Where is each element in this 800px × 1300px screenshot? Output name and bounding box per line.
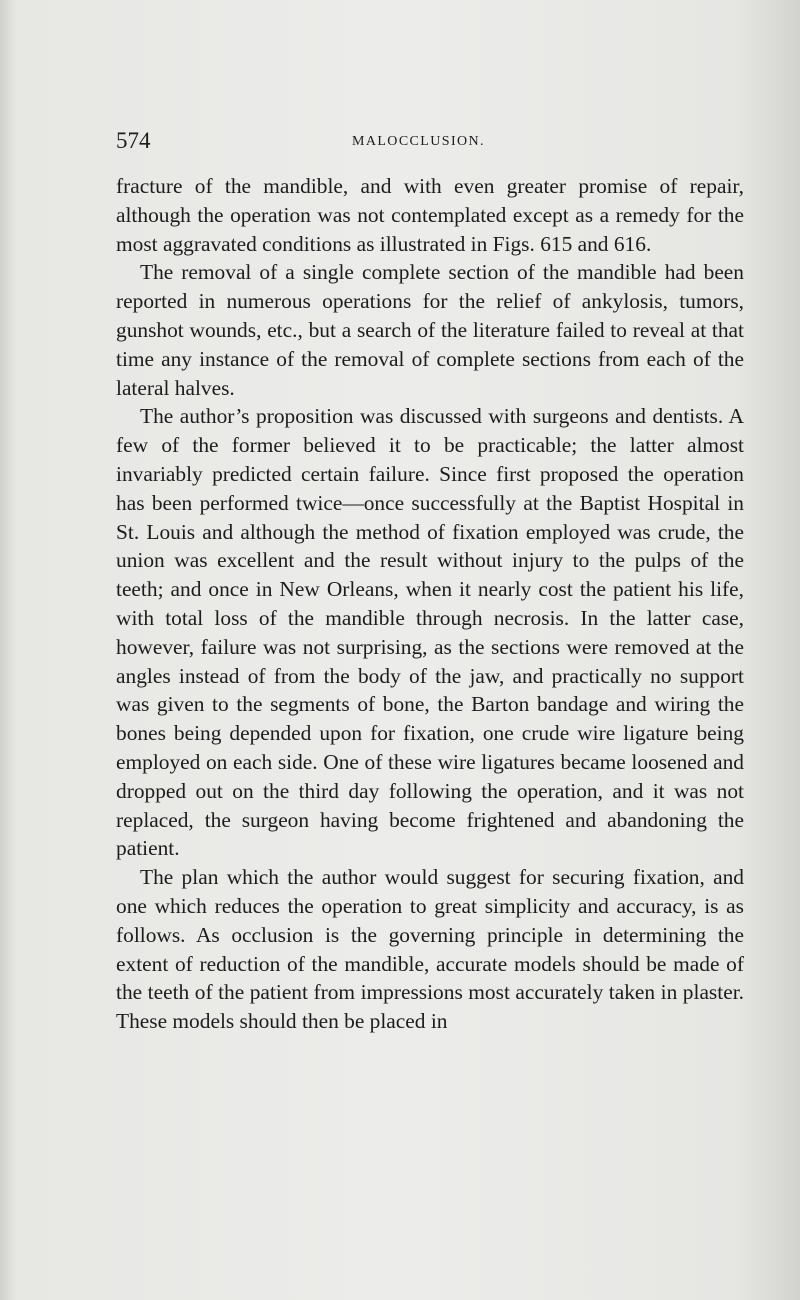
- paragraph: The author’s proposition was discussed with surgeons and dentists. A few of the former believed it to be practicable; the latter almost invariably predicted certain failure. Since first proposed the operation has been performed twice—once successfully at the Baptist Hospital in St. Louis and although the method of fixation employed was crude, the union was excellent and the result without injury to the pulps of the teeth; and once in New Orleans, when it nearly cost the patient his life, with total loss of the mandible through necrosis. In the latter case, however, failure was not surprising, as the sections were removed at the angles instead of from the body of the jaw, and practically no support was given to the segments of bone, the Barton bandage and wiring the bones being depended upon for fixation, one crude wire ligature being employed on each side. One of these wire ligatures became loosened and dropped out on the third day following the operation, and it was not replaced, the surgeon having become frightened and abandoning the patient.: [116, 404, 744, 861]
- body-text: [116, 172, 744, 1036]
- page-number: 574: [116, 128, 151, 153]
- paragraph: The plan which the author would suggest for securing fixation, and one which reduces the operation to great simplicity and accuracy, is as follows. As occlusion is the governing principle in determining the extent of reduction of the mandible, accurate models should be made of the teeth of the patient from impressions most accurately taken in plaster. These models should then be placed in: [116, 865, 744, 1034]
- page-header: [116, 128, 744, 158]
- paragraph: The removal of a single complete section of the mandible had been reported in numerous operations for the relief of ankylosis, tumors, gunshot wounds, etc., but a search of the literature failed to reveal at that time any instance of the removal of complete sections from each of the lateral halves.: [116, 260, 744, 400]
- paragraph-continued: fracture of the mandible, and with even greater promise of repair, although the operation was not contemplated except as a remedy for the most aggravated conditions as illustrated in Figs. 615 and 616.: [116, 174, 744, 256]
- running-head: MALOCCLUSION.: [352, 134, 485, 149]
